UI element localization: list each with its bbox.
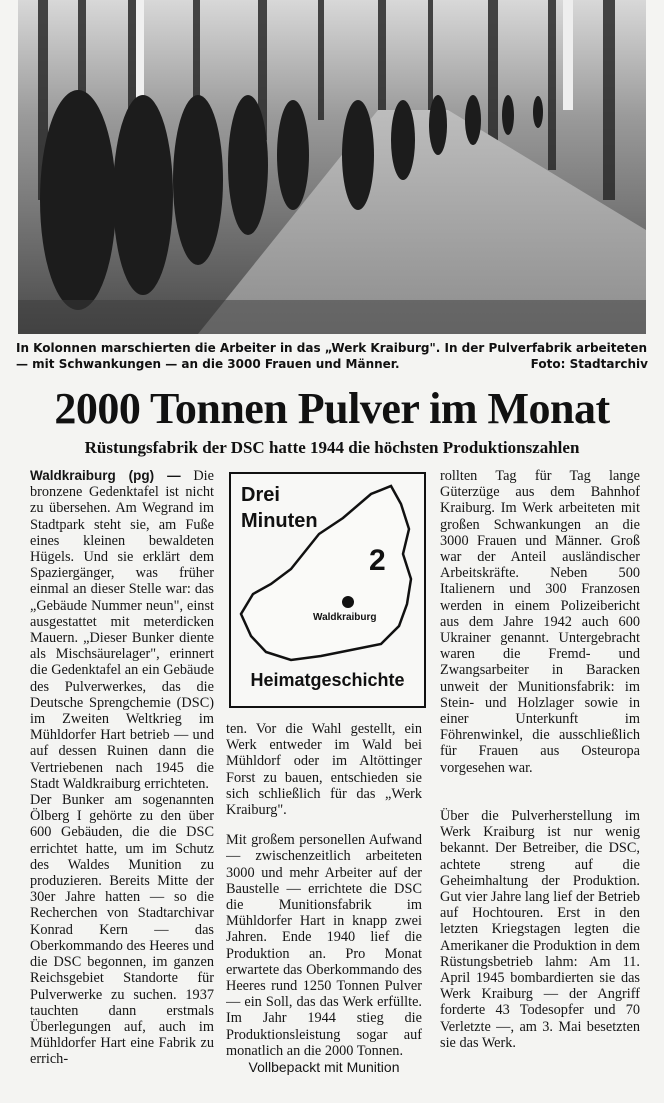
article-paragraph: rollten Tag für Tag lange Güterzüge aus dem Bahnhof Kraiburg. Im Werk arbeiteten mit großen Schwankungen an die 3000 Frauen und Männer. Groß war der Anteil ausländischer Arbeitskräfte. Neben 500 Italienern und 300 Franzosen werden in einem Polizeibericht aus dem Jahre 1942 auch 600 Ukrainer genannt. Untergebracht waren die Fremd- und Zwangsarbeiter in Baracken unweit der Munitionsfabrik: im Stein- und Holzlager sowie in einer Unterkunft im Föhrenwinkel, die ausschließlich für Frauen aus Osteuropa vorgesehen war.	[440, 468, 640, 776]
article-column-3	[440, 468, 640, 798]
article-paragraph: Der Bunker am sogenannten Ölberg I gehörte zu den über 600 Gebäuden, die die DSC errichtet hatte, um im Schutz des Waldes Munition zu produzieren. Bereits Mitte der 30er Jahre hatten — so die Recherchen von Stadtarchivar Konrad Kern — das Oberkommando des Heeres und die DSC begonnen, im ganzen Reichsgebiet Standorte für Pulverwerke zu suchen. 1937 tauchten dann erstmals Überlegungen auf, auch im Mühldorfer Hart eine Fabrik zu errich-	[30, 792, 214, 1068]
article-column-3-continued	[440, 808, 640, 1103]
caption-text: In Kolonnen marschierten die Arbeiter in das „Werk Kraiburg". In der Pulverfabrik arbeiteten — mit Schwankungen — an die 3000 Frauen und Männer.	[16, 341, 648, 371]
article-column-2	[226, 721, 422, 1103]
article-column-1	[30, 468, 214, 1103]
infobox-line2: Minuten	[241, 510, 318, 532]
series-number: 2	[369, 544, 386, 577]
series-infobox	[229, 472, 426, 708]
article-paragraph: Mit großem personellen Aufwand — zwischenzeitlich arbeiteten 3000 und mehr Arbeiter auf der Baustelle — errichtete die DSC die Munitionsfabrik im Mühldorfer Hart in knapp zwei Jahren. Ende 1940 lief die Produktion an. Pro Monat erwartete das Oberkommando des Heeres rund 1250 Tonnen Pulver — ein Soll, das das Werk erfüllte. Im Jahr 1944 stieg die Produktionsleistung sogar auf monatlich an die 2000 Tonnen.	[226, 832, 422, 1059]
headline: 2000 Tonnen Pulver im Monat	[54, 384, 610, 433]
article-paragraph	[30, 468, 214, 792]
infobox-footer: Heimatgeschichte	[250, 670, 405, 690]
dateline: Waldkraiburg (pg) —	[30, 468, 181, 483]
location-dot	[342, 596, 354, 608]
section-subtitle: Vollbepackt mit Munition	[248, 1059, 400, 1076]
infobox-line1: Drei	[241, 484, 280, 506]
photo-credit: Foto: Stadtarchiv	[530, 357, 648, 371]
news-photo	[18, 0, 646, 334]
photo-caption	[16, 340, 648, 372]
paragraph-text: Die bronzene Gedenktafel ist nicht zu übersehen. Am Wegrand im Stadtpark steht sie, am Fuße eines kleinen bewaldeten Hügels. Und sie erklärt dem Spaziergänger, was früher einmal an dieser Stelle war: das „Gebäude Nummer neun", einst ausgestattet mit meterdicken Mauern. „Dieser Bunker diente als Mischsäurelager", erinnert die Gedenktafel an ein Gebäude des Pulverwerkes, das die Deutsche Sprengchemie (DSC) im Zweiten Weltkrieg im Mühldorfer Hart betrieb — und auf dessen Ruinen dann die Vertriebenen nach 1945 die Stadt Waldkraiburg errichteten.	[30, 468, 214, 792]
article-paragraph: ten. Vor die Wahl gestellt, ein Werk entweder im Wald bei Mühldorf oder im Altöttinger Forst zu bauen, entschieden sie sich schließlich für das „Werk Kraiburg".	[226, 721, 422, 819]
photo-image	[18, 0, 646, 334]
article-paragraph: Über die Pulverherstellung im Werk Kraiburg ist nur wenig bekannt. Der Betreiber, die DSC, achtete streng auf die Geheimhaltung der Produktion. Gut vier Jahre lang lief der Betrieb auf Hochtouren. Erst in den letzten Kriegstagen legten die Amerikaner die Produktion in dem Rüstungsbetrieb lahm: Am 11. April 1945 bombardierten sie das Werk Kraiburg — der Angriff forderte 43 Todesopfer und 70 Verletzte —, am 3. Mai besetzten sie das Werk.	[440, 808, 640, 1051]
subheadline: Rüstungsfabrik der DSC hatte 1944 die höchsten Produktionszahlen	[84, 438, 580, 457]
map-place-label: Waldkraiburg	[313, 612, 377, 623]
